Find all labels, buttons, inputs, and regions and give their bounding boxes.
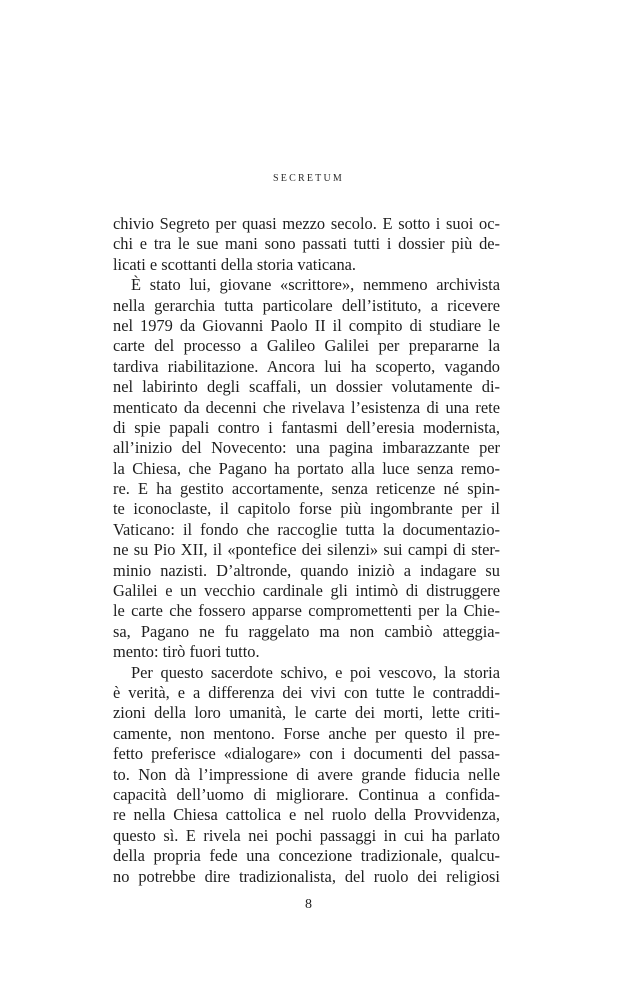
text-line: mento: tirò fuori tutto. xyxy=(113,642,260,662)
text-line: all’inizio del Novecento: una pagina imbarazzante per xyxy=(113,438,500,458)
text-line: chi e tra le sue mani sono passati tutti i dossier più de- xyxy=(113,234,500,254)
running-head: SECRETUM xyxy=(273,173,344,184)
text-line: questo sì. E rivela nei pochi passaggi in cui ha parlato xyxy=(113,825,500,845)
text-line: Galilei e un vecchio cardinale gli intimò di distruggere xyxy=(113,581,500,601)
text-line: nel 1979 da Giovanni Paolo II il compito di studiare le xyxy=(113,315,500,335)
text-line: sa, Pagano ne fu raggelato ma non cambiò atteggia- xyxy=(113,621,500,641)
text-line: è verità, e a differenza dei vivi con tutte le contraddi- xyxy=(113,682,500,702)
text-line: fetto preferisce «dialogare» con i documenti del passa- xyxy=(113,744,500,764)
text-line: licati e scottanti della storia vaticana. xyxy=(113,254,357,274)
text-line: di spie papali contro i fantasmi dell’eresia modernista, xyxy=(113,417,500,437)
text-line: re. E ha gestito accortamente, senza reticenze né spin- xyxy=(113,479,500,499)
text-line: re nella Chiesa cattolica e nel ruolo della Provvidenza, xyxy=(113,805,500,825)
text-line: È stato lui, giovane «scrittore», nemmeno archivista xyxy=(131,275,500,295)
text-line: Vaticano: il fondo che raccoglie tutta la documentazio- xyxy=(113,519,500,539)
text-line: le carte che fossero apparse compromettenti per la Chie- xyxy=(113,601,500,621)
text-line: no potrebbe dire tradizionalista, del ruolo dei religiosi xyxy=(113,866,500,886)
text-line: tardiva riabilitazione. Ancora lui ha scoperto, vagando xyxy=(113,356,500,376)
text-line: te iconoclaste, il capitolo forse più ingombrante per il xyxy=(113,499,500,519)
text-line: chivio Segreto per quasi mezzo secolo. E sotto i suoi oc- xyxy=(113,214,500,233)
text-line: ne su Pio XII, il «pontefice dei silenzi» sui campi di ster- xyxy=(113,540,500,560)
text-line: Per questo sacerdote schivo, e poi vescovo, la storia xyxy=(131,662,500,682)
text-line: della propria fede una concezione tradizionale, qualcu- xyxy=(113,846,500,866)
text-line: nella gerarchia tutta particolare dell’istituto, a ricevere xyxy=(113,295,500,315)
text-line: zioni della loro umanità, le carte dei morti, lette criti- xyxy=(113,703,500,723)
text-line: la Chiesa, che Pagano ha portato alla luce senza remo- xyxy=(113,458,500,478)
page-number: 8 xyxy=(305,897,312,912)
text-line: capacità dell’uomo di migliorare. Continua a confida- xyxy=(113,784,500,804)
text-line: camente, non mentono. Forse anche per questo il pre- xyxy=(113,723,500,743)
text-line: to. Non dà l’impressione di avere grande fiducia nelle xyxy=(113,764,500,784)
text-line: nel labirinto degli scaffali, un dossier volutamente di- xyxy=(113,377,500,397)
text-line: minio nazisti. D’altronde, quando iniziò a indagare su xyxy=(113,560,500,580)
body-text xyxy=(113,214,500,887)
text-line: menticato da decenni che rivelava l’esistenza di una rete xyxy=(113,397,500,417)
text-line: carte del processo a Galileo Galilei per prepararne la xyxy=(113,336,500,356)
